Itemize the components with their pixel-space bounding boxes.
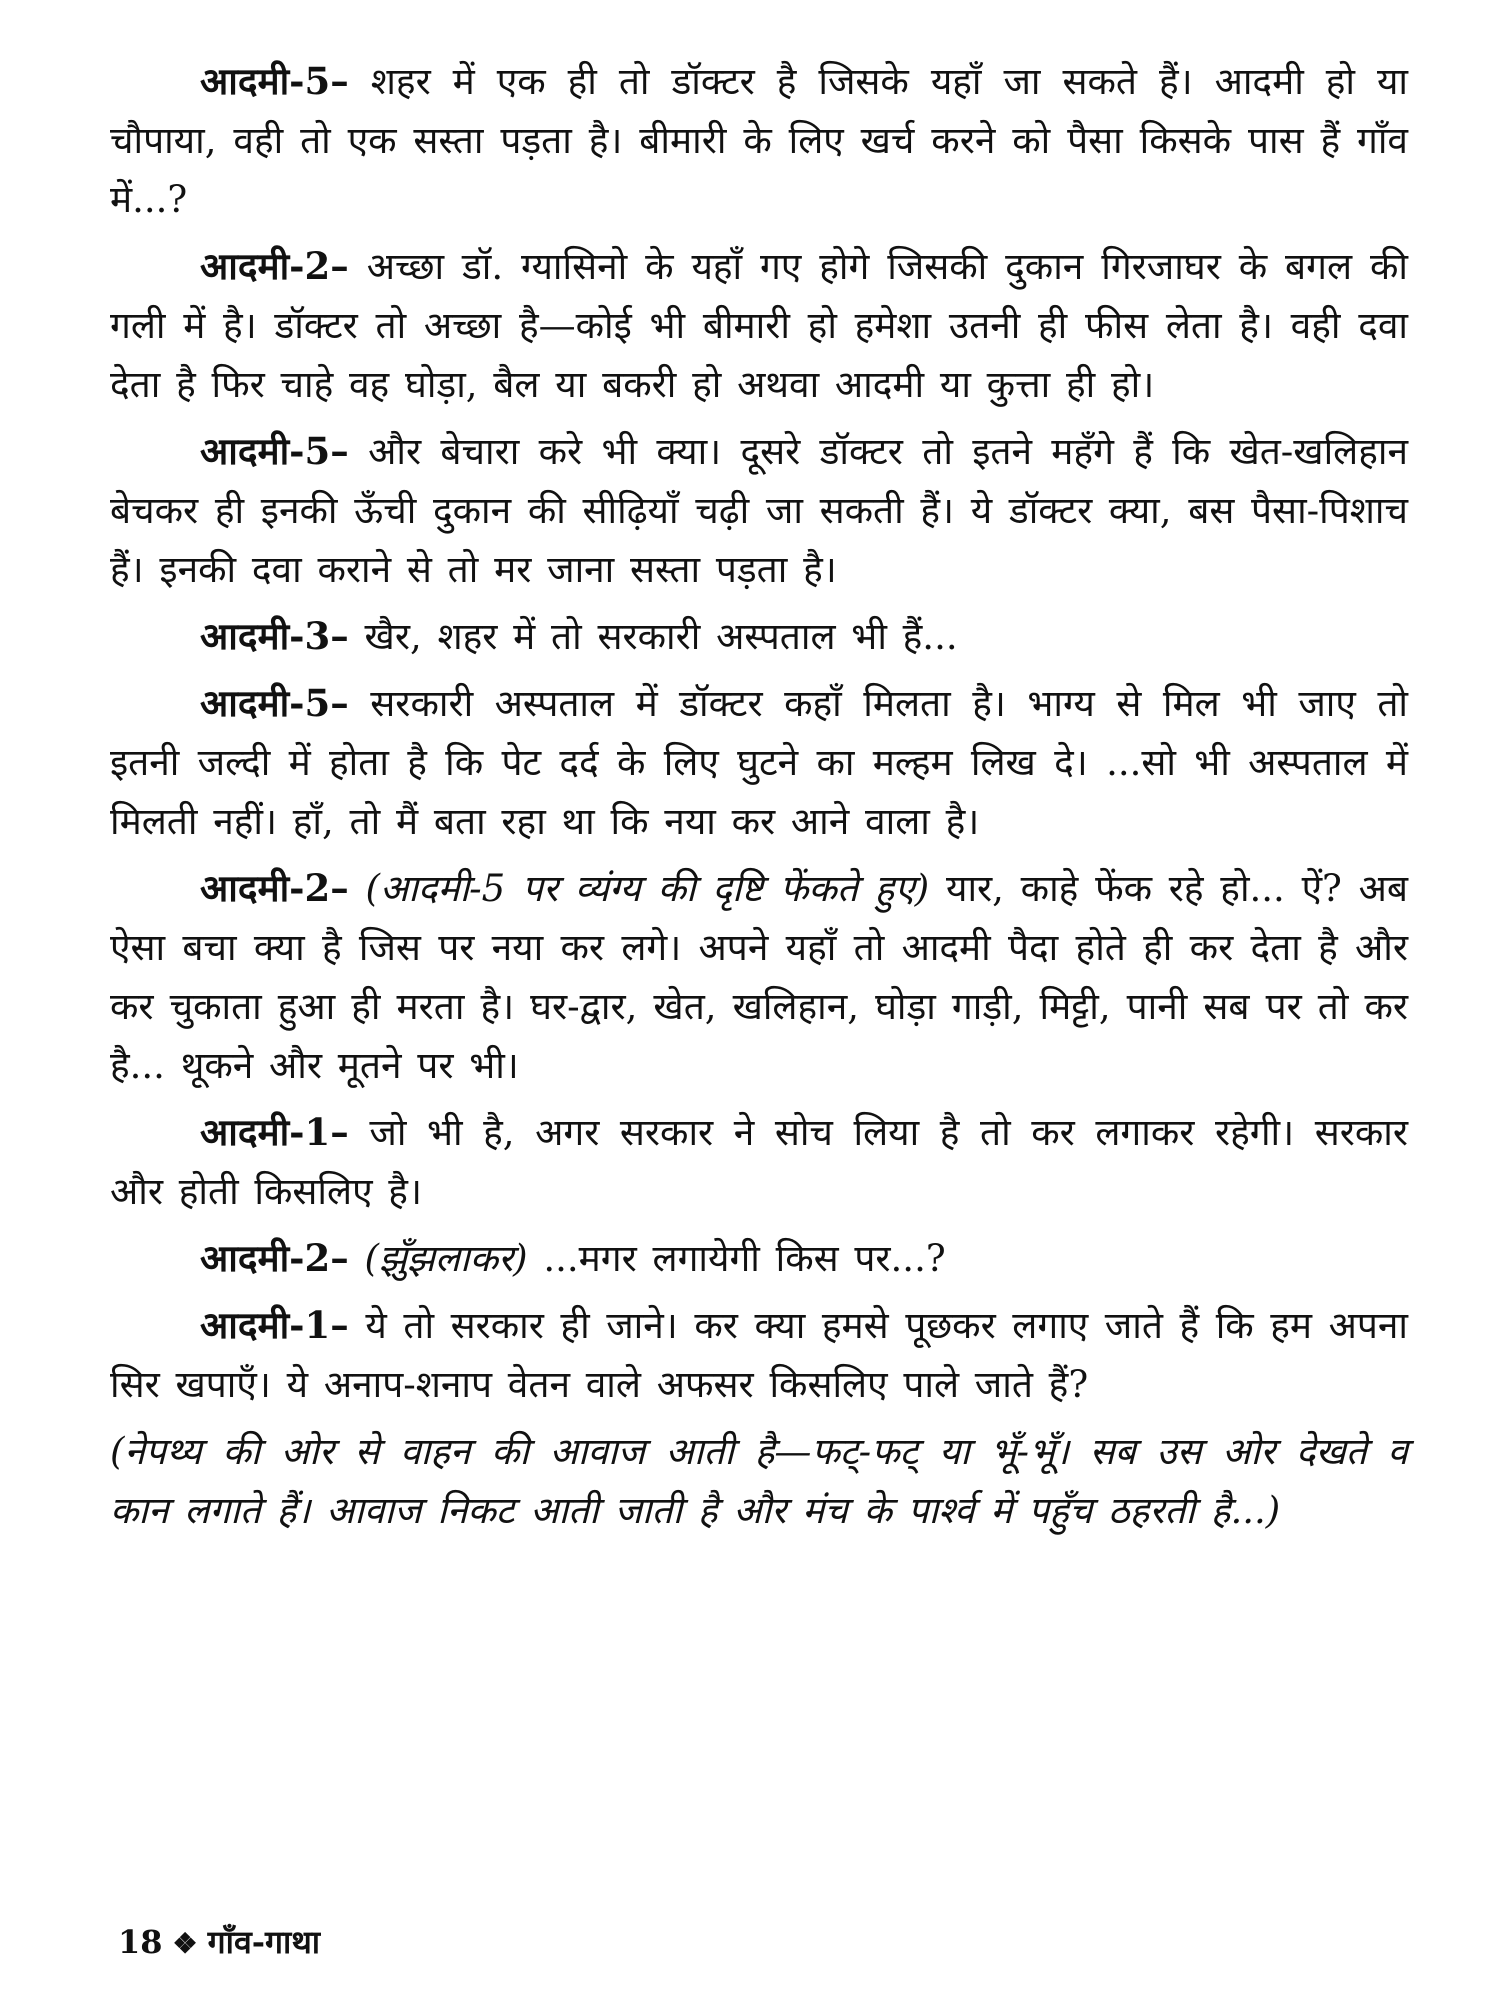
stage-direction: (नेपथ्य की ओर से वाहन की आवाज आती है—फट्-फट् या भूँ-भूँ। सब उस ओर देखते व कान लगाते हैं। आवाज निकट आती जाती है और मंच के पार्श्व में पहुँच ठहरती है...) (110, 1430, 1408, 1532)
dialogue-text: शहर में एक ही तो डॉक्टर है जिसके यहाँ जा सकते हैं। आदमी हो या चौपाया, वही तो एक सस्ता पड़ता है। बीमारी के लिए खर्च करने को पैसा किसके पास हैं गाँव में...? (110, 60, 1409, 221)
speaker-label: आदमी-2– (200, 1236, 349, 1280)
speaker-label: आदमी-1– (200, 1110, 349, 1154)
speaker-label: आदमी-3– (200, 614, 349, 658)
speaker-label: आदमी-5– (200, 681, 349, 725)
dialogue-paragraph (110, 674, 1408, 851)
book-title: गाँव-गाथा (207, 1923, 321, 1961)
dialogue-text: ...मगर लगायेगी किस पर...? (543, 1237, 946, 1280)
dialogue-text: यार, काहे फेंक रहे हो... ऐं? अब ऐसा बचा क्या है जिस पर नया कर लगे। अपने यहाँ तो आदमी पैदा होते ही कर देता है और कर चुकाता हुआ ही मरता है। घर-द्वार, खेत, खलिहान, घोड़ा गाड़ी, मिट्टी, पानी सब पर तो कर है... थूकने और मूतने पर भी। (110, 867, 1409, 1087)
inline-stage-direction: (झुँझलाकर) (364, 1237, 528, 1280)
dialogue-body (110, 52, 1408, 1414)
speaker-label: आदमी-2– (200, 866, 349, 910)
dialogue-text: खैर, शहर में तो सरकारी अस्पताल भी हैं... (364, 615, 958, 658)
dialogue-paragraph (110, 1229, 1408, 1288)
dialogue-paragraph (110, 422, 1408, 599)
dialogue-text: अच्छा डॉ. ग्यासिनो के यहाँ गए होगे जिसकी दुकान गिरजाघर के बगल की गली में है। डॉक्टर तो अच्छा है—कोई भी बीमारी हो हमेशा उतनी ही फीस लेता है। वही दवा देता है फिर चाहे वह घोड़ा, बैल या बकरी हो अथवा आदमी या कुत्ता ही हो। (110, 245, 1409, 406)
inline-stage-direction: (आदमी-5 पर व्यंग्य की दृष्टि फेंकते हुए) (365, 867, 930, 910)
page-footer (118, 1920, 320, 1963)
dialogue-text: जो भी है, अगर सरकार ने सोच लिया है तो कर लगाकर रहेगी। सरकार और होती किसलिए है। (110, 1111, 1408, 1213)
page-number: 18 (118, 1923, 163, 1961)
dialogue-text: ये तो सरकार ही जाने। कर क्या हमसे पूछकर लगाए जाते हैं कि हम अपना सिर खपाएँ। ये अनाप-शनाप वेतन वाले अफसर किसलिए पाले जाते हैं? (110, 1304, 1408, 1406)
ornament-icon: ❖ (172, 1927, 198, 1960)
speaker-label: आदमी-2– (200, 244, 349, 288)
speaker-label: आदमी-5– (200, 429, 349, 473)
dialogue-text: सरकारी अस्पताल में डॉक्टर कहाँ मिलता है। भाग्य से मिल भी जाए तो इतनी जल्दी में होता है कि पेट दर्द के लिए घुटने का मल्हम लिख दे। ...सो भी अस्पताल में मिलती नहीं। हाँ, तो मैं बता रहा था कि नया कर आने वाला है। (110, 682, 1408, 843)
dialogue-text: और बेचारा करे भी क्या। दूसरे डॉक्टर तो इतने महँगे हैं कि खेत-खलिहान बेचकर ही इनकी ऊँची दुकान की सीढ़ियाँ चढ़ी जा सकती हैं। ये डॉक्टर क्या, बस पैसा-पिशाच हैं। इनकी दवा कराने से तो मर जाना सस्ता पड़ता है। (110, 430, 1409, 591)
dialogue-paragraph (110, 859, 1408, 1095)
speaker-label: आदमी-5– (200, 59, 349, 103)
dialogue-paragraph (110, 52, 1408, 229)
dialogue-paragraph (110, 607, 1408, 666)
dialogue-paragraph (110, 237, 1408, 414)
dialogue-paragraph (110, 1103, 1408, 1221)
speaker-label: आदमी-1– (200, 1303, 349, 1347)
dialogue-paragraph (110, 1296, 1408, 1414)
